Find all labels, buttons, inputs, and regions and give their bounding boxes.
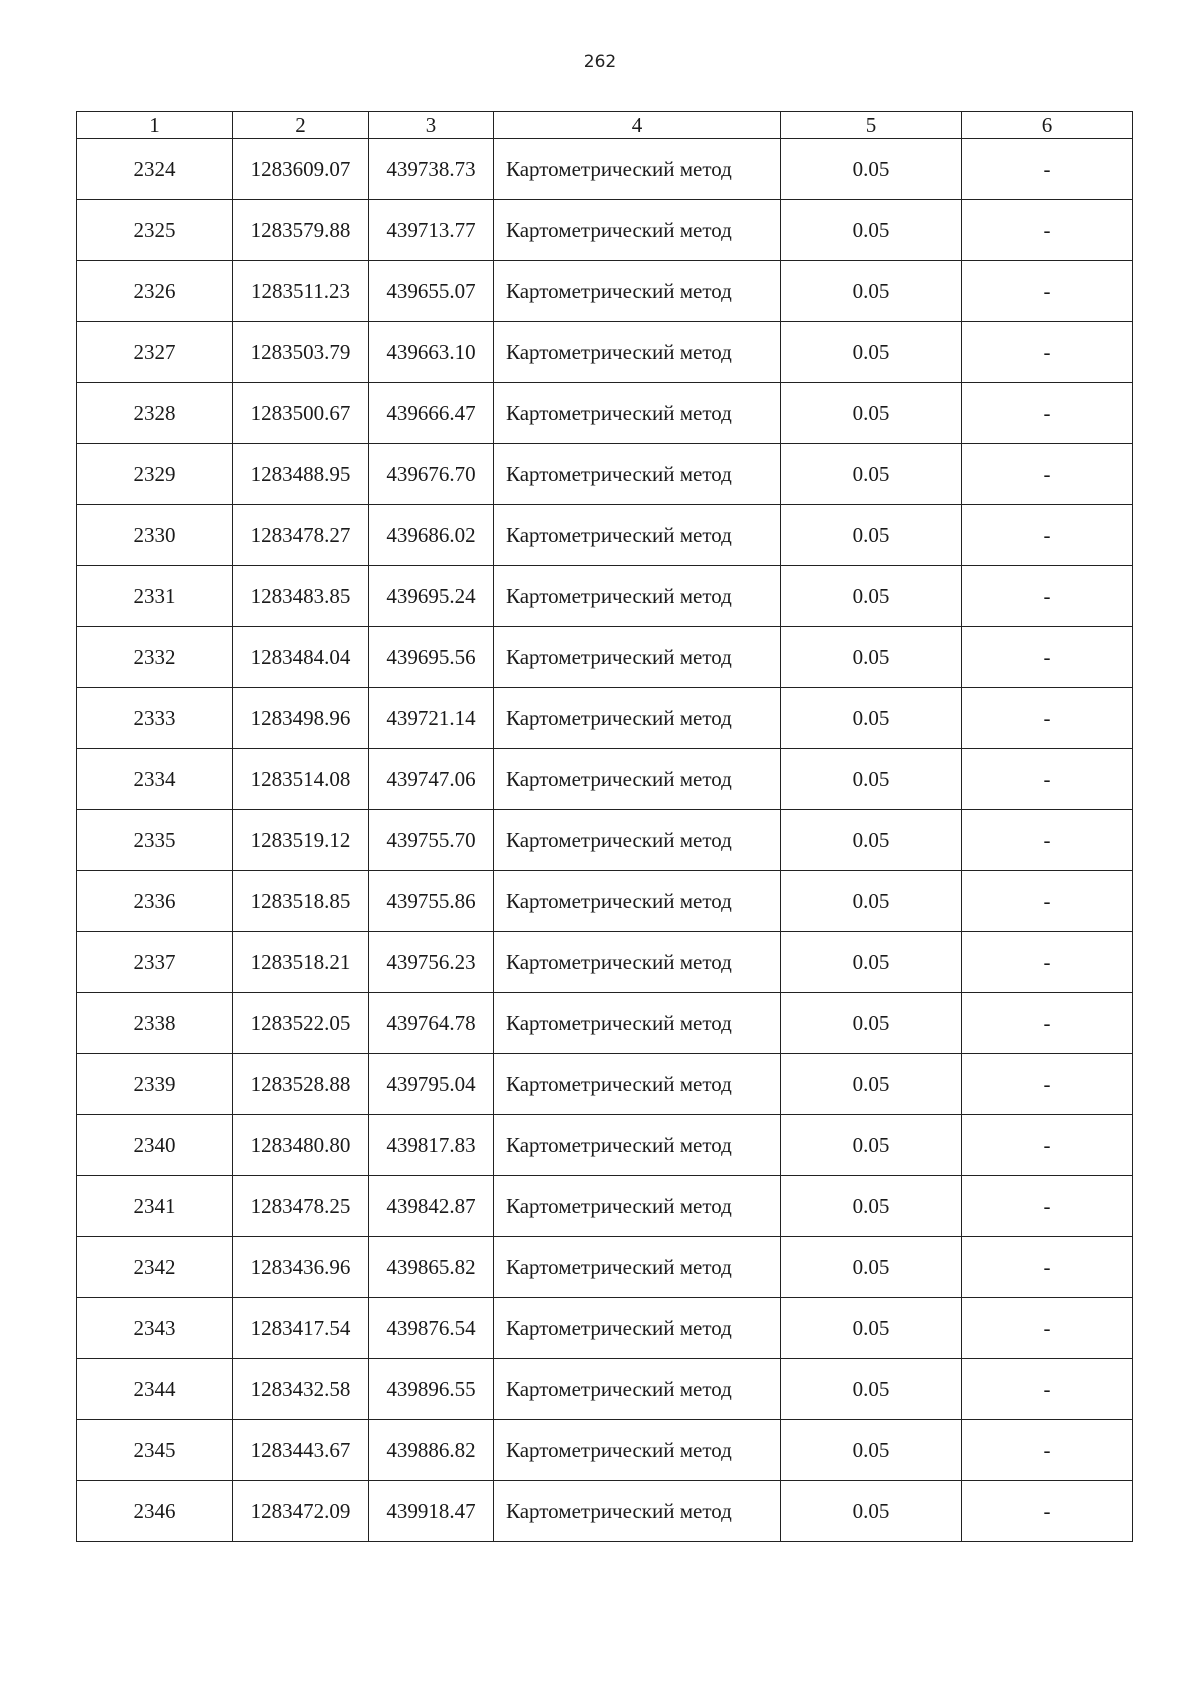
method-cell: Картометрический метод <box>494 200 781 261</box>
point-number-cell: 2334 <box>77 749 233 810</box>
y-coordinate-cell: 439755.70 <box>369 810 494 871</box>
x-coordinate-cell: 1283609.07 <box>233 139 369 200</box>
point-number-cell: 2333 <box>77 688 233 749</box>
method-cell: Картометрический метод <box>494 566 781 627</box>
accuracy-cell: 0.05 <box>781 1481 962 1542</box>
y-coordinate-cell: 439896.55 <box>369 1359 494 1420</box>
x-coordinate-cell: 1283478.25 <box>233 1176 369 1237</box>
method-cell: Картометрический метод <box>494 1298 781 1359</box>
method-cell: Картометрический метод <box>494 810 781 871</box>
method-cell: Картометрический метод <box>494 139 781 200</box>
accuracy-cell: 0.05 <box>781 383 962 444</box>
accuracy-cell: 0.05 <box>781 1237 962 1298</box>
table-body <box>77 139 1133 1542</box>
method-cell: Картометрический метод <box>494 1237 781 1298</box>
note-cell: - <box>962 1115 1133 1176</box>
point-number-cell: 2326 <box>77 261 233 322</box>
y-coordinate-cell: 439747.06 <box>369 749 494 810</box>
accuracy-cell: 0.05 <box>781 200 962 261</box>
table-row <box>77 871 1133 932</box>
table-row <box>77 1115 1133 1176</box>
method-cell: Картометрический метод <box>494 871 781 932</box>
y-coordinate-cell: 439663.10 <box>369 322 494 383</box>
column-header-5: 5 <box>781 112 962 139</box>
point-number-cell: 2336 <box>77 871 233 932</box>
y-coordinate-cell: 439756.23 <box>369 932 494 993</box>
note-cell: - <box>962 261 1133 322</box>
table-row <box>77 993 1133 1054</box>
column-header-3: 3 <box>369 112 494 139</box>
point-number-cell: 2332 <box>77 627 233 688</box>
table-row <box>77 932 1133 993</box>
accuracy-cell: 0.05 <box>781 1176 962 1237</box>
table-row <box>77 810 1133 871</box>
table-header <box>77 112 1133 139</box>
method-cell: Картометрический метод <box>494 1176 781 1237</box>
table-row <box>77 505 1133 566</box>
accuracy-cell: 0.05 <box>781 688 962 749</box>
method-cell: Картометрический метод <box>494 1481 781 1542</box>
y-coordinate-cell: 439655.07 <box>369 261 494 322</box>
method-cell: Картометрический метод <box>494 444 781 505</box>
page-number: 262 <box>583 52 617 72</box>
x-coordinate-cell: 1283498.96 <box>233 688 369 749</box>
accuracy-cell: 0.05 <box>781 322 962 383</box>
table-row <box>77 1054 1133 1115</box>
y-coordinate-cell: 439795.04 <box>369 1054 494 1115</box>
x-coordinate-cell: 1283484.04 <box>233 627 369 688</box>
y-coordinate-cell: 439865.82 <box>369 1237 494 1298</box>
y-coordinate-cell: 439713.77 <box>369 200 494 261</box>
table-row <box>77 444 1133 505</box>
y-coordinate-cell: 439755.86 <box>369 871 494 932</box>
table-row <box>77 322 1133 383</box>
x-coordinate-cell: 1283488.95 <box>233 444 369 505</box>
accuracy-cell: 0.05 <box>781 1054 962 1115</box>
point-number-cell: 2327 <box>77 322 233 383</box>
accuracy-cell: 0.05 <box>781 1420 962 1481</box>
note-cell: - <box>962 1420 1133 1481</box>
x-coordinate-cell: 1283511.23 <box>233 261 369 322</box>
method-cell: Картометрический метод <box>494 383 781 444</box>
accuracy-cell: 0.05 <box>781 993 962 1054</box>
note-cell: - <box>962 322 1133 383</box>
y-coordinate-cell: 439686.02 <box>369 505 494 566</box>
x-coordinate-cell: 1283500.67 <box>233 383 369 444</box>
note-cell: - <box>962 1359 1133 1420</box>
note-cell: - <box>962 871 1133 932</box>
y-coordinate-cell: 439695.56 <box>369 627 494 688</box>
x-coordinate-cell: 1283503.79 <box>233 322 369 383</box>
x-coordinate-cell: 1283518.21 <box>233 932 369 993</box>
x-coordinate-cell: 1283417.54 <box>233 1298 369 1359</box>
y-coordinate-cell: 439842.87 <box>369 1176 494 1237</box>
point-number-cell: 2331 <box>77 566 233 627</box>
note-cell: - <box>962 1481 1133 1542</box>
note-cell: - <box>962 139 1133 200</box>
point-number-cell: 2346 <box>77 1481 233 1542</box>
x-coordinate-cell: 1283519.12 <box>233 810 369 871</box>
method-cell: Картометрический метод <box>494 505 781 566</box>
note-cell: - <box>962 810 1133 871</box>
point-number-cell: 2341 <box>77 1176 233 1237</box>
x-coordinate-cell: 1283483.85 <box>233 566 369 627</box>
note-cell: - <box>962 627 1133 688</box>
y-coordinate-cell: 439886.82 <box>369 1420 494 1481</box>
note-cell: - <box>962 444 1133 505</box>
note-cell: - <box>962 688 1133 749</box>
point-number-cell: 2324 <box>77 139 233 200</box>
y-coordinate-cell: 439918.47 <box>369 1481 494 1542</box>
x-coordinate-cell: 1283472.09 <box>233 1481 369 1542</box>
point-number-cell: 2339 <box>77 1054 233 1115</box>
table-row <box>77 749 1133 810</box>
table-row <box>77 627 1133 688</box>
point-number-cell: 2329 <box>77 444 233 505</box>
point-number-cell: 2330 <box>77 505 233 566</box>
y-coordinate-cell: 439876.54 <box>369 1298 494 1359</box>
x-coordinate-cell: 1283436.96 <box>233 1237 369 1298</box>
x-coordinate-cell: 1283579.88 <box>233 200 369 261</box>
accuracy-cell: 0.05 <box>781 139 962 200</box>
x-coordinate-cell: 1283514.08 <box>233 749 369 810</box>
x-coordinate-cell: 1283478.27 <box>233 505 369 566</box>
column-header-2: 2 <box>233 112 369 139</box>
table-row <box>77 688 1133 749</box>
accuracy-cell: 0.05 <box>781 810 962 871</box>
y-coordinate-cell: 439666.47 <box>369 383 494 444</box>
table-row <box>77 139 1133 200</box>
accuracy-cell: 0.05 <box>781 932 962 993</box>
note-cell: - <box>962 383 1133 444</box>
note-cell: - <box>962 1237 1133 1298</box>
accuracy-cell: 0.05 <box>781 444 962 505</box>
note-cell: - <box>962 749 1133 810</box>
accuracy-cell: 0.05 <box>781 1359 962 1420</box>
note-cell: - <box>962 1298 1133 1359</box>
note-cell: - <box>962 200 1133 261</box>
y-coordinate-cell: 439764.78 <box>369 993 494 1054</box>
method-cell: Картометрический метод <box>494 627 781 688</box>
column-header-1: 1 <box>77 112 233 139</box>
y-coordinate-cell: 439676.70 <box>369 444 494 505</box>
accuracy-cell: 0.05 <box>781 749 962 810</box>
table-row <box>77 261 1133 322</box>
accuracy-cell: 0.05 <box>781 1115 962 1176</box>
table-row <box>77 1359 1133 1420</box>
note-cell: - <box>962 932 1133 993</box>
method-cell: Картометрический метод <box>494 1115 781 1176</box>
point-number-cell: 2328 <box>77 383 233 444</box>
note-cell: - <box>962 1176 1133 1237</box>
method-cell: Картометрический метод <box>494 1359 781 1420</box>
accuracy-cell: 0.05 <box>781 505 962 566</box>
table-row <box>77 1176 1133 1237</box>
point-number-cell: 2325 <box>77 200 233 261</box>
header-row <box>77 112 1133 139</box>
note-cell: - <box>962 1054 1133 1115</box>
method-cell: Картометрический метод <box>494 688 781 749</box>
x-coordinate-cell: 1283432.58 <box>233 1359 369 1420</box>
table-row <box>77 1481 1133 1542</box>
column-header-4: 4 <box>494 112 781 139</box>
x-coordinate-cell: 1283518.85 <box>233 871 369 932</box>
point-number-cell: 2345 <box>77 1420 233 1481</box>
method-cell: Картометрический метод <box>494 932 781 993</box>
table-row <box>77 1420 1133 1481</box>
x-coordinate-cell: 1283480.80 <box>233 1115 369 1176</box>
method-cell: Картометрический метод <box>494 1054 781 1115</box>
accuracy-cell: 0.05 <box>781 566 962 627</box>
x-coordinate-cell: 1283522.05 <box>233 993 369 1054</box>
method-cell: Картометрический метод <box>494 261 781 322</box>
x-coordinate-cell: 1283528.88 <box>233 1054 369 1115</box>
note-cell: - <box>962 993 1133 1054</box>
point-number-cell: 2343 <box>77 1298 233 1359</box>
accuracy-cell: 0.05 <box>781 871 962 932</box>
point-number-cell: 2337 <box>77 932 233 993</box>
table-row <box>77 1298 1133 1359</box>
accuracy-cell: 0.05 <box>781 627 962 688</box>
point-number-cell: 2342 <box>77 1237 233 1298</box>
table-row <box>77 1237 1133 1298</box>
accuracy-cell: 0.05 <box>781 261 962 322</box>
table-row <box>77 200 1133 261</box>
method-cell: Картометрический метод <box>494 749 781 810</box>
coordinates-table <box>76 111 1133 1542</box>
note-cell: - <box>962 505 1133 566</box>
y-coordinate-cell: 439817.83 <box>369 1115 494 1176</box>
accuracy-cell: 0.05 <box>781 1298 962 1359</box>
point-number-cell: 2340 <box>77 1115 233 1176</box>
point-number-cell: 2335 <box>77 810 233 871</box>
method-cell: Картометрический метод <box>494 1420 781 1481</box>
note-cell: - <box>962 566 1133 627</box>
column-header-6: 6 <box>962 112 1133 139</box>
y-coordinate-cell: 439721.14 <box>369 688 494 749</box>
table-row <box>77 566 1133 627</box>
y-coordinate-cell: 439738.73 <box>369 139 494 200</box>
y-coordinate-cell: 439695.24 <box>369 566 494 627</box>
method-cell: Картометрический метод <box>494 322 781 383</box>
table-row <box>77 383 1133 444</box>
x-coordinate-cell: 1283443.67 <box>233 1420 369 1481</box>
point-number-cell: 2344 <box>77 1359 233 1420</box>
point-number-cell: 2338 <box>77 993 233 1054</box>
method-cell: Картометрический метод <box>494 993 781 1054</box>
